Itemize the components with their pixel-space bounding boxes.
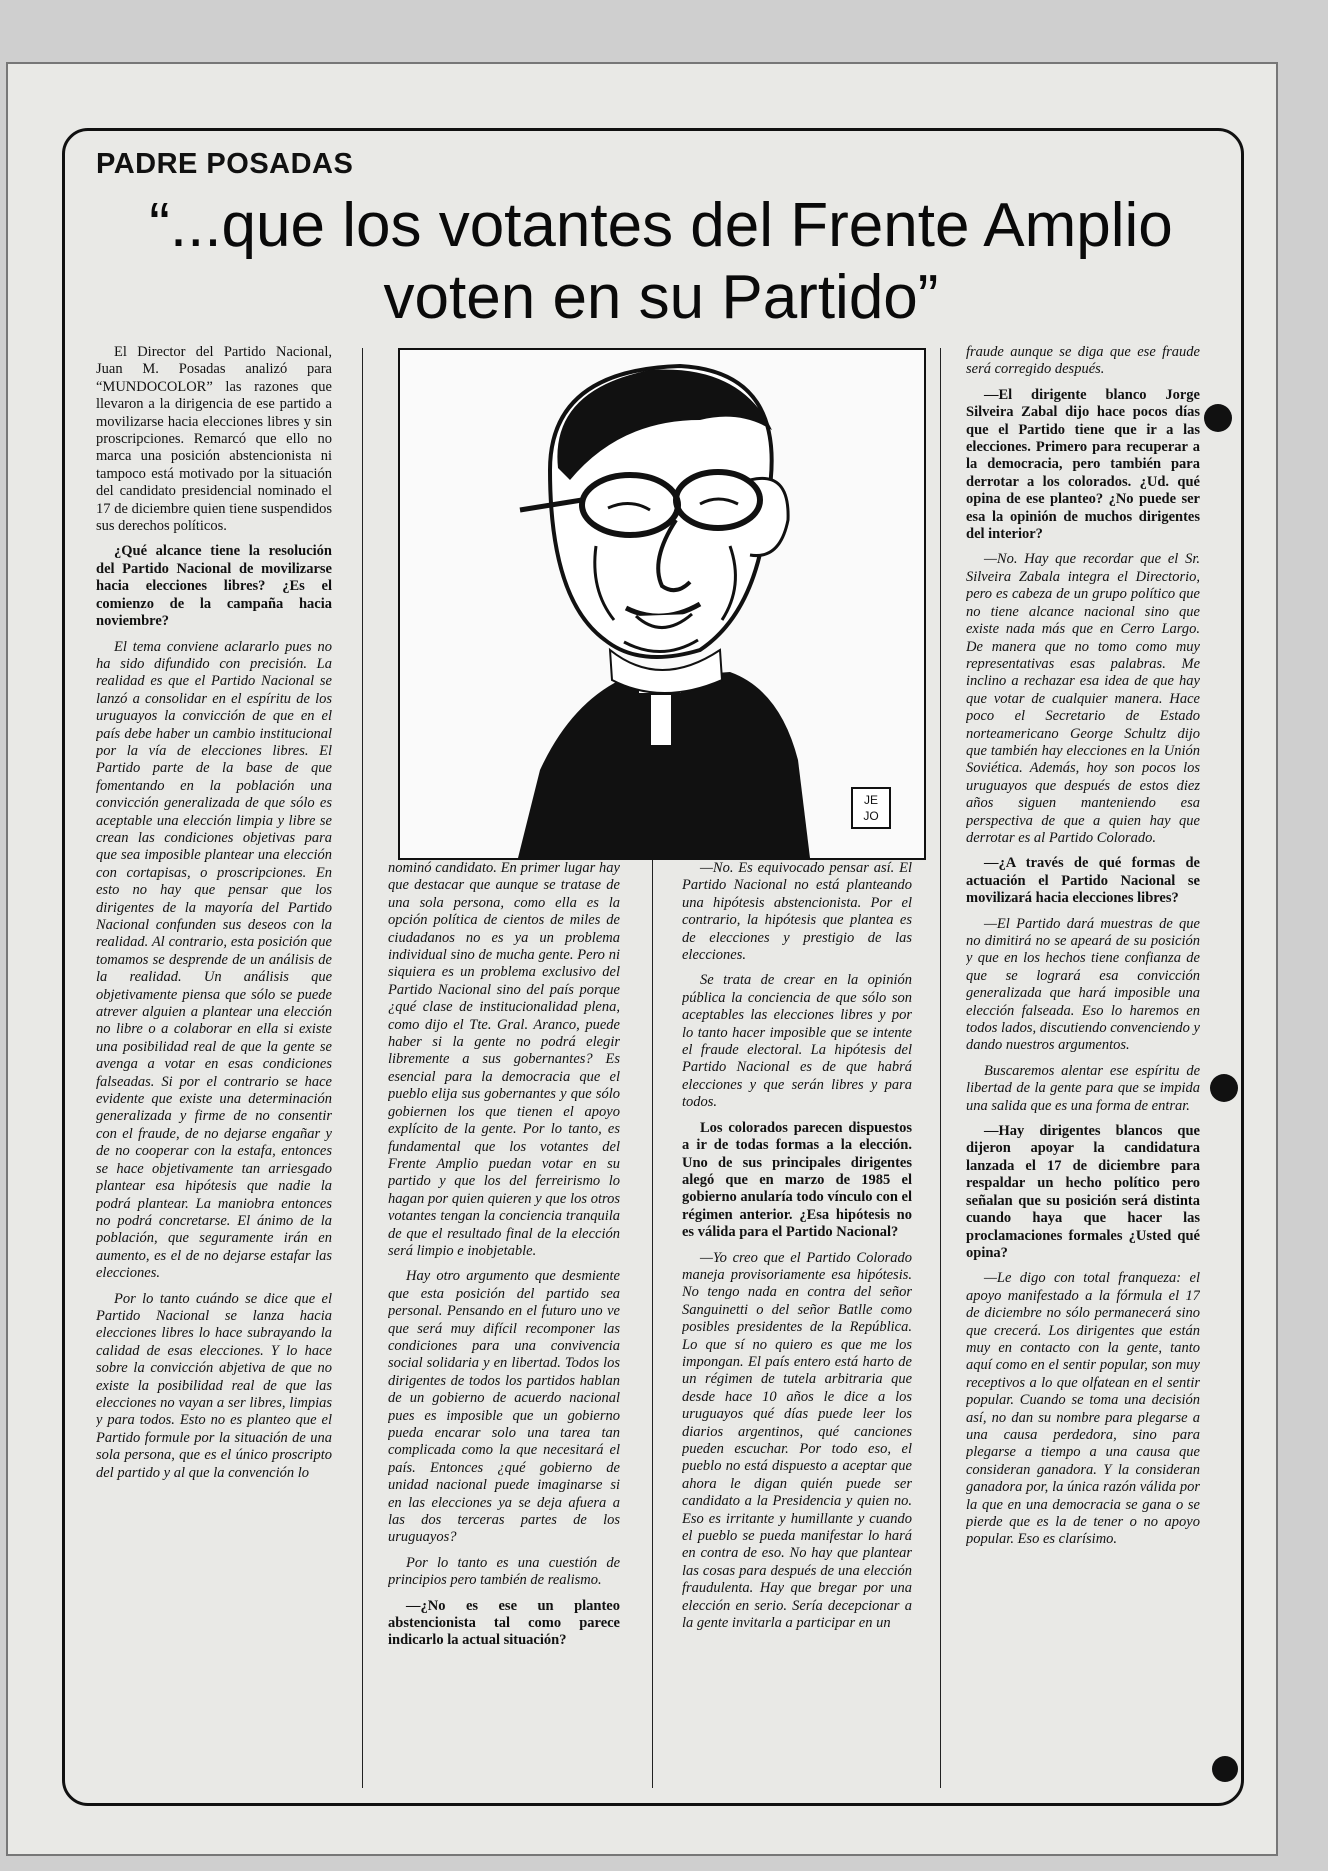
column-2 xyxy=(388,860,620,1788)
caricature-illustration xyxy=(398,348,926,860)
paragraph: El Director del Partido Nacional, Juan M. Posadas analizó para “MUNDOCOLOR” las razones que llevaron a la dirigencia de ese partido a movilizarse hacia elecciones libres y sin proscripciones. Remarcó que ello no marca una posición abstencionista ni tampoco está motivado por la situación del candidato presidencial nominado el 17 de diciembre quien tiene suspendidos sus derechos políticos. xyxy=(96,344,332,535)
column-rule xyxy=(940,348,941,1788)
paragraph: fraude aunque se diga que ese fraude será corregido después. xyxy=(966,344,1200,378)
binder-hole xyxy=(1204,404,1232,432)
binder-hole xyxy=(1212,1756,1238,1782)
paragraph: Se trata de crear en la opinión pública la conciencia de que sólo son aceptables las elecciones libres y por lo tanto hacer imposible que se intente el fraude electoral. La hipótesis del Partido Nacional es de que habrá elecciones y que serán libres y para todos. xyxy=(682,972,912,1111)
paragraph: Por lo tanto cuándo se dice que el Partido Nacional se lanza hacia elecciones libres lo hace subrayando la calidad de esas elecciones. Y lo hace sobre la convicción abjetiva de que no existe la posibilidad real de que las elecciones no vayan a ser libres, limpias y para todos. Esto no es planteo que el Partido formule por la situación de una sola persona, que es el único proscripto del partido y al que la convención lo xyxy=(96,1290,332,1481)
paragraph: Los colorados parecen dispuestos a ir de todas formas a la elección. Uno de sus principales dirigentes alegó que en marzo de 1985 el gobierno anularía todo vínculo con el régimen anterior. ¿Esa hipótesis no es válida para el Partido Nacional? xyxy=(682,1119,912,1241)
binder-hole xyxy=(1210,1074,1238,1102)
paragraph: —El dirigente blanco Jorge Silveira Zabal dijo hace pocos días que el Partido tiene que ir a las elecciones. Primero para recuperar a la democracia, pero también para derrotar a los colorados. ¿Ud. qué opina de ese planteo? ¿No puede ser esa la opinión de muchos dirigentes del interior? xyxy=(966,386,1200,543)
paragraph: ¿Qué alcance tiene la resolución del Partido Nacional de movilizarse hacia elecciones libres? ¿Es el comienzo de la campaña hacia noviembre? xyxy=(96,543,332,630)
paragraph: —¿No es ese un planteo abstencionista tal como parece indicarlo la actual situación? xyxy=(388,1597,620,1649)
paragraph: —Yo creo que el Partido Colorado maneja provisoriamente esa hipótesis. No tengo nada en contra del señor Sanguinetti o del señor Batlle como posibles presidentes de la República. Lo que sí no quiero es que me los impongan. El país entero está harto de un régimen de tutela arbitraria que desde hace 10 años le dice a los uruguayos qué días puede leer los diarios argentinos, qué canciones pueden escuchar. Por todo eso, el pueblo no está dispuesto a aceptar que ahora le digan quién puede ser candidato a la Presidencia y quien no. Eso es irritante y humillante y cuando el pueblo se pueda manifestar lo hará en contra de eso. No hay que plantear las cosas para después de una elección fraudulenta. Hay que bregar por una elección en serio. Sería decepcionar a la gente invitarla a participar en un xyxy=(682,1249,912,1632)
column-3 xyxy=(682,860,912,1788)
column-rule xyxy=(362,348,363,1788)
paragraph: —Le digo con total franqueza: el apoyo manifestado a la fórmula el 17 de diciembre no sólo permanecerá sino que crecerá. Los dirigentes que están muy en contacto con la gente, tanto aquí como en el sentir popular, son muy receptivos a lo que olfatean en el sentir popular. Cuando se toma una decisión así, no dan su nombre para plegarse a una causa perdedora, sino para plegarse a tiempo a una causa que consideran ganadora. Y la consideran ganadora por, la única razón válida por la que en una democracia se gana o se pierde que es la de tener o no apoyo popular. Eso es clarísimo. xyxy=(966,1270,1200,1548)
paragraph: —Hay dirigentes blancos que dijeron apoyar la candidatura lanzada el 17 de diciembre para respaldar un hecho político pero señalan que su posición será distinta cuando haya que hacer las proclamaciones formales ¿Usted qué opina? xyxy=(966,1123,1200,1261)
paragraph: —No. Es equivocado pensar así. El Partido Nacional no está planteando una hipótesis abstencionista. Por el contrario, la hipótesis que plantea es de elecciones y prestigio de las elecciones. xyxy=(682,860,912,964)
column-rule xyxy=(652,860,653,1788)
section-heading: PADRE POSADAS xyxy=(96,148,354,180)
article-headline: “...que los votantes del Frente Amplio voten en su Partido” xyxy=(149,191,1173,332)
paragraph: —¿A través de qué formas de actuación el Partido Nacional se movilizará hacia elecciones libres? xyxy=(966,855,1200,907)
priest-caricature xyxy=(400,350,924,858)
paragraph: Hay otro argumento que desmiente que esta posición del partido sea personal. Pensando en el futuro uno ve que será muy difícil recomponer las condiciones para una convivencia social solidaria y en libertad. Todos los dirigentes de todos los partidos hablan de un gobierno de acuerdo nacional pues es imposible que un gobierno pueda encarar solo una tarea tan complicada como la que necesitará el país. Entonces ¿qué gobierno de unidad nacional puede imaginarse si en las elecciones ya se deja afuera a las dos terceras partes de los uruguayos? xyxy=(388,1268,620,1546)
paragraph: Buscaremos alentar ese espíritu de libertad de la gente para que se impida una salida que es una forma de entrar. xyxy=(966,1062,1200,1114)
paragraph: nominó candidato. En primer lugar hay que destacar que aunque se tratase de una sola persona, como ella es la opción política de cientos de miles de ciudadanos no es ya un problema individual sino de mucha gente. Pero ni siquiera es un problema exclusivo del Partido Nacional sino del país porque ¿qué clase de institucionalidad plena, como dijo el Tte. Gral. Aranco, puede haber si la gente no podrá elegir libremente a sus gobernantes? Es esencial para la democracia que el pueblo elija sus gobernantes y que sólo gobiernen los que tienen el apoyo explícito de la gente. Por lo tanto, es fundamental que los votantes del Frente Amplio puedan votar en su partido y que los del ferreirismo lo hagan por quien quieren y que los otros votantes tengan la conciencia tranquila de que el resultado final de la elección será limpio e inobjetable. xyxy=(388,860,620,1259)
svg-text:JO: JO xyxy=(863,809,879,823)
paragraph: El tema conviene aclararlo pues no ha sido difundido con precisión. La realidad es que el Partido Nacional se lanzó a consolidar en el espíritu de los uruguayos la convicción de que en el país debe haber un cambio institucional por la vía de elecciones libres. El Partido parte de la base de que fomentando en la población una convicción generalizada de que sólo es aceptable una elección limpia y libre se crean las condiciones objetivas para que sea imposible plantear una elección con cortapisas, o proscripciones. En esto no hay que pensar que los dirigentes de la mayoría del Partido Nacional confunden sus deseos con la realidad. Al contrario, esta posición que tomamos se desprende de un análisis de la realidad. Un análisis que objetivamente piensa que sólo se puede atrever alguien a plantear una elección no libre o a colaborar en ella si existe una posibilidad real de que la gente se avenga a votar en esas condiciones falseadas. Si por el contrario se hace evidente que existe una determinación generalizada y firme de no consentir con el fraude, de no dejarse engañar y de no cooperar con la estafa, entonces se hace objetivamente tan arriesgado plantear esa hipótesis que nadie la podrá plantear. La maniobra entonces no podrá concretarse. El ánimo de la población, que seguramente irán en aumento, es el de no dejarse estafar las elecciones. xyxy=(96,638,332,1282)
paragraph: —El Partido dará muestras de que no dimitirá no se apeará de su posición y que en los hechos tiene confianza de que se logrará esa convicción generalizada que hará imposible una elección falseada. Eso lo haremos en todos lados, discutiendo convenciendo y dando nuestros argumentos. xyxy=(966,915,1200,1054)
column-1 xyxy=(96,344,332,1788)
column-4 xyxy=(966,344,1200,1788)
paragraph: —No. Hay que recordar que el Sr. Silveira Zabala integra el Directorio, pero es cabeza de un grupo político que no tiene alcance nacional sino que existe nada más que en Cerro Largo. De manera que no tomo como muy representativas esas palabras. Me inclino a rechazar esa idea de que hay que votar de cualquier manera. Hace poco el Secretario de Estado norteamericano George Schultz dijo que también hay elecciones en la Unión Soviética. Además, hoy son pocos los uruguayos que después de estos diez años siguen manteniendo esa perspectiva de que a quien hay que derrotar es al Partido Colorado. xyxy=(966,551,1200,846)
svg-text:JE: JE xyxy=(863,793,879,807)
paragraph: Por lo tanto es una cuestión de principios pero también de realismo. xyxy=(388,1554,620,1589)
